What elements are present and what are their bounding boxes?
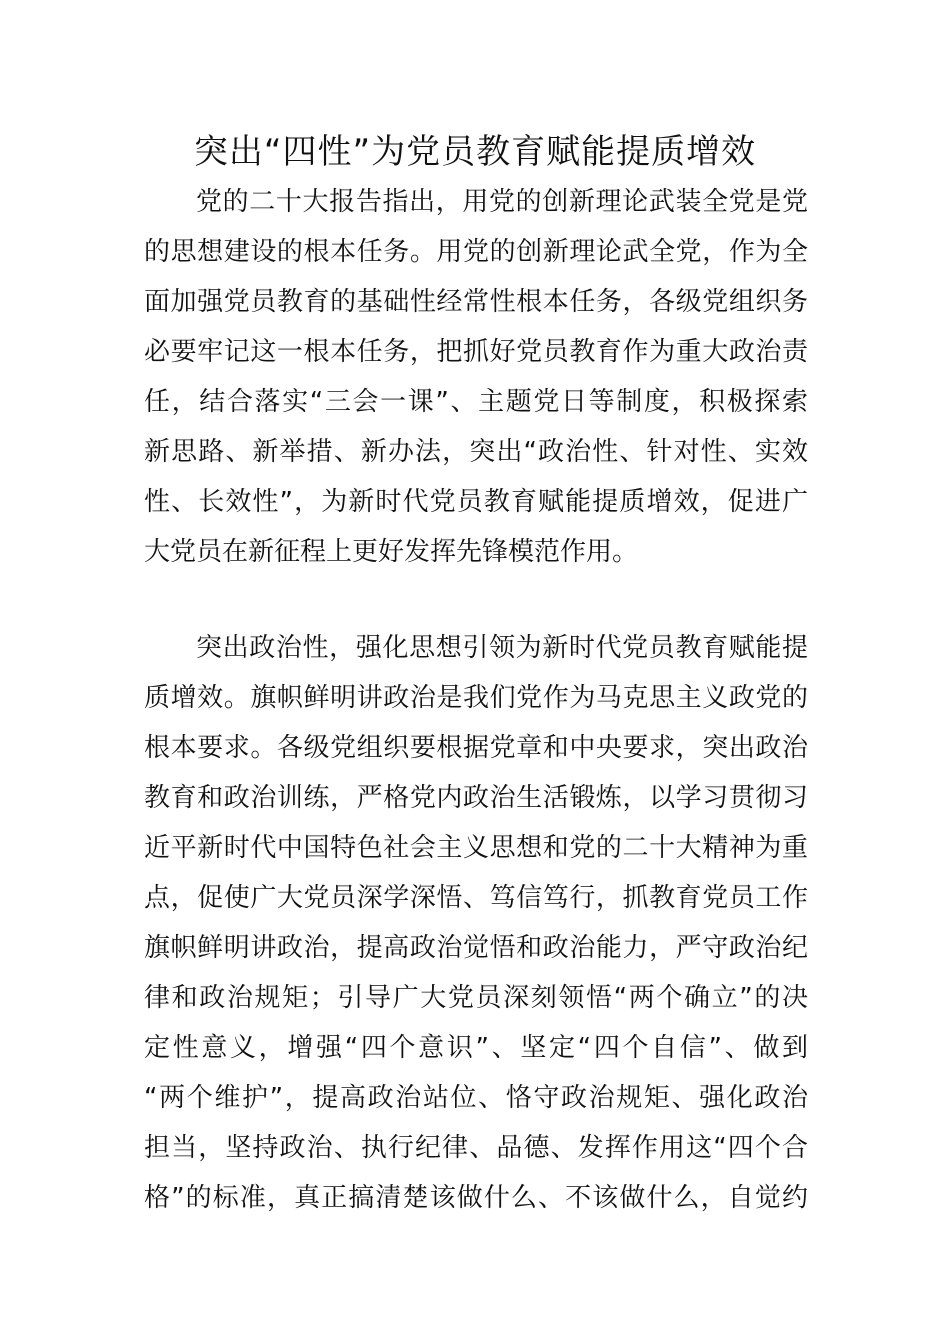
paragraph-line: “两个维护”，提高政治站位、恪守政治规矩、强化政治 — [144, 1083, 808, 1113]
paragraph-line: 担当，坚持政治、执行纪律、品德、发挥作用这“四个合 — [144, 1133, 808, 1163]
paragraph-line: 党的二十大报告指出，用党的创新理论武装全党是党 — [196, 187, 808, 217]
paragraph-line: 点，促使广大党员深学深悟、笃信笃行，抓教育党员工作 — [144, 883, 808, 913]
paragraph-line: 格”的标准，真正搞清楚该做什么、不该做什么，自觉约 — [144, 1183, 808, 1213]
paragraph-line: 质增效。旗帜鲜明讲政治是我们党作为马克思主义政党的 — [144, 683, 808, 713]
paragraph-line: 的思想建设的根本任务。用党的创新理论武全党，作为全 — [144, 237, 808, 267]
paragraph-line: 必要牢记这一根本任务，把抓好党员教育作为重大政治责 — [144, 337, 808, 367]
document-title: 突出“四性”为党员教育赋能提质增效 — [193, 132, 757, 172]
paragraph-line: 教育和政治训练，严格党内政治生活锻炼，以学习贯彻习 — [144, 783, 808, 813]
paragraph-line: 根本要求。各级党组织要根据党章和中央要求，突出政治 — [144, 733, 808, 763]
paragraph-intro — [144, 177, 808, 577]
paragraph-line: 新思路、新举措、新办法，突出“政治性、针对性、实效 — [144, 437, 808, 467]
paragraph-political — [144, 623, 808, 1223]
paragraph-line: 定性意义，增强“四个意识”、坚定“四个自信”、做到 — [144, 1033, 808, 1063]
paragraph-line: 突出政治性，强化思想引领为新时代党员教育赋能提 — [196, 633, 808, 663]
paragraph-line: 性、长效性”，为新时代党员教育赋能提质增效，促进广 — [144, 487, 808, 517]
paragraph-line: 近平新时代中国特色社会主义思想和党的二十大精神为重 — [144, 833, 808, 863]
paragraph-line: 律和政治规矩；引导广大党员深刻领悟“两个确立”的决 — [144, 983, 808, 1013]
paragraph-line: 任，结合落实“三会一课”、主题党日等制度，积极探索 — [144, 387, 808, 417]
paragraph-line: 面加强党员教育的基础性经常性根本任务，各级党组织务 — [144, 287, 808, 317]
paragraph-line: 旗帜鲜明讲政治，提高政治觉悟和政治能力，严守政治纪 — [144, 933, 808, 963]
paragraph-line: 大党员在新征程上更好发挥先锋模范作用。 — [144, 537, 639, 567]
